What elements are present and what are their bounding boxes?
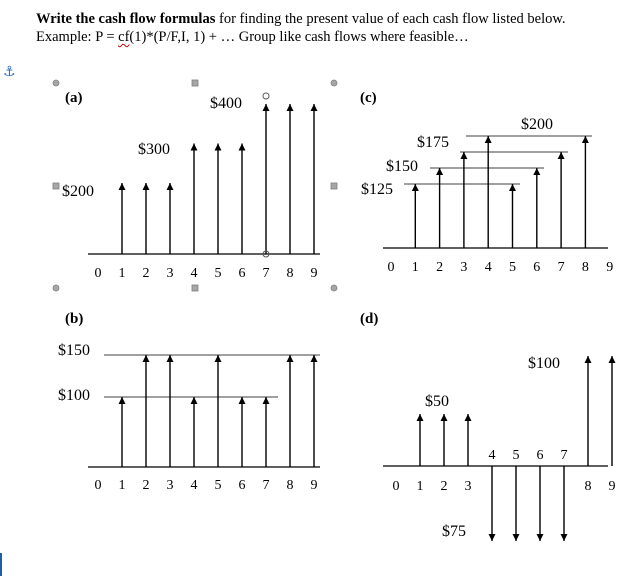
x-tick-label: 5 — [214, 266, 222, 281]
resize-handle[interactable] — [192, 285, 198, 291]
x-tick-label: 1 — [411, 260, 419, 275]
x-tick-label: 9 — [606, 260, 614, 275]
x-tick-label: 9 — [608, 479, 616, 494]
level-label: $150 — [58, 342, 90, 359]
example-cf: cf — [118, 29, 130, 45]
cash-flow-arrow — [191, 397, 198, 467]
cash-flow-arrow — [582, 136, 589, 248]
level-label: $300 — [138, 141, 170, 158]
cash-flow-arrow — [239, 144, 246, 255]
instruction-rest: for finding the present value of each cash flow listed below. — [215, 11, 566, 27]
x-tick-label: 6 — [238, 478, 246, 493]
resize-handle[interactable] — [53, 80, 59, 86]
cash-flow-arrow — [167, 355, 174, 467]
cash-flow-arrow — [561, 466, 568, 541]
x-tick-label: 2 — [436, 260, 444, 275]
cash-flow-arrow — [311, 104, 318, 254]
cash-flow-arrow — [143, 355, 150, 467]
x-tick-label: 3 — [460, 260, 468, 275]
cash-flow-arrow — [215, 355, 222, 467]
x-tick-label: 7 — [557, 260, 565, 275]
x-tick-label: 2 — [142, 478, 150, 493]
level-label: $175 — [417, 134, 449, 151]
x-tick-label: 0 — [94, 266, 102, 281]
cash-flow-arrow — [412, 184, 419, 248]
diagram-a — [62, 90, 320, 281]
x-tick-label: 0 — [94, 478, 102, 493]
cash-flow-arrow — [119, 183, 126, 254]
cash-flow-arrow — [441, 414, 448, 466]
cash-flow-arrow — [167, 183, 174, 254]
resize-handle[interactable] — [53, 285, 59, 291]
x-tick-label: 2 — [440, 479, 448, 494]
x-tick-label: 7 — [560, 448, 568, 463]
x-tick-label: 9 — [310, 266, 318, 281]
cash-flow-arrow — [287, 355, 294, 467]
x-tick-label: 9 — [310, 478, 318, 493]
x-tick-label: 6 — [533, 260, 541, 275]
x-tick-label: 7 — [262, 266, 270, 281]
x-tick-label: 8 — [286, 266, 294, 281]
resize-handle[interactable] — [192, 80, 198, 86]
example-prefix: Example: P = — [36, 29, 119, 45]
cash-flow-arrow — [239, 397, 246, 467]
chart-label: (a) — [65, 90, 83, 106]
resize-handle[interactable] — [53, 183, 59, 189]
cash-flow-arrow — [191, 144, 198, 255]
cash-flow-arrow — [263, 397, 270, 467]
x-tick-label: 1 — [416, 479, 424, 494]
resize-handle[interactable] — [331, 183, 337, 189]
x-tick-label: 2 — [142, 266, 150, 281]
cash-flow-arrow — [465, 414, 472, 466]
diagram-c — [360, 90, 613, 275]
cash-flow-arrow — [436, 168, 443, 248]
x-tick-label: 7 — [262, 478, 270, 493]
level-label: $200 — [62, 183, 94, 200]
chart-label: (c) — [360, 90, 377, 106]
cash-flow-arrow — [585, 356, 592, 466]
x-tick-label: 0 — [387, 260, 395, 275]
x-tick-label: 4 — [190, 266, 198, 281]
x-tick-label: 8 — [581, 260, 589, 275]
cash-flow-arrow — [537, 466, 544, 541]
level-label: $400 — [210, 95, 242, 112]
level-label: $50 — [425, 393, 449, 410]
level-label: $125 — [361, 181, 393, 198]
cash-flow-arrow — [513, 466, 520, 541]
level-label: $100 — [528, 355, 560, 372]
diagram-b — [58, 311, 320, 493]
cash-flow-arrow — [215, 144, 222, 255]
level-label: $75 — [442, 523, 466, 540]
x-tick-label: 5 — [509, 260, 516, 275]
x-tick-label: 5 — [512, 448, 520, 463]
cash-flow-arrow — [119, 397, 126, 467]
x-tick-label: 6 — [536, 448, 544, 463]
resize-handle[interactable] — [331, 80, 337, 86]
cash-flow-arrow — [460, 152, 467, 248]
example-mid: (1)*(P/F,I, 1) + … Group like cash flows where feasible… — [129, 29, 469, 45]
rotate-handle — [263, 93, 269, 99]
x-tick-label: 5 — [214, 478, 222, 493]
resize-handle[interactable] — [331, 285, 337, 291]
level-label: $100 — [58, 387, 90, 404]
cash-flow-arrow — [263, 104, 270, 254]
chart-label: (d) — [360, 311, 379, 327]
x-tick-label: 1 — [118, 478, 126, 493]
x-tick-label: 3 — [166, 266, 174, 281]
diagram-d — [360, 311, 616, 541]
cash-flow-arrow — [485, 136, 492, 248]
x-tick-label: 3 — [464, 479, 472, 494]
x-tick-label: 8 — [584, 479, 592, 494]
x-tick-label: 4 — [484, 260, 492, 275]
level-label: $200 — [521, 116, 553, 133]
x-tick-label: 6 — [238, 266, 246, 281]
x-tick-label: 0 — [392, 479, 400, 494]
cash-flow-arrow — [609, 356, 616, 466]
cash-flow-arrow — [143, 183, 150, 254]
x-tick-label: 8 — [286, 478, 294, 493]
cash-flow-arrow — [533, 168, 540, 248]
drawing-selection-handles[interactable] — [53, 80, 337, 291]
level-label: $150 — [386, 158, 418, 175]
chart-label: (b) — [65, 311, 84, 327]
cash-flow-arrow — [417, 414, 424, 466]
cash-flow-arrow — [509, 184, 516, 248]
x-tick-label: 1 — [118, 266, 126, 281]
anchor-icon[interactable]: ⚓ — [3, 64, 16, 80]
x-tick-label: 4 — [190, 478, 198, 493]
instruction-bold: Write the cash flow formulas — [36, 11, 216, 27]
cash-flow-arrow — [558, 152, 565, 248]
cash-flow-arrow — [489, 466, 496, 541]
x-tick-label: 4 — [488, 448, 496, 463]
cash-flow-arrow — [287, 104, 294, 254]
x-tick-label: 3 — [166, 478, 174, 493]
cash-flow-arrow — [311, 355, 318, 467]
